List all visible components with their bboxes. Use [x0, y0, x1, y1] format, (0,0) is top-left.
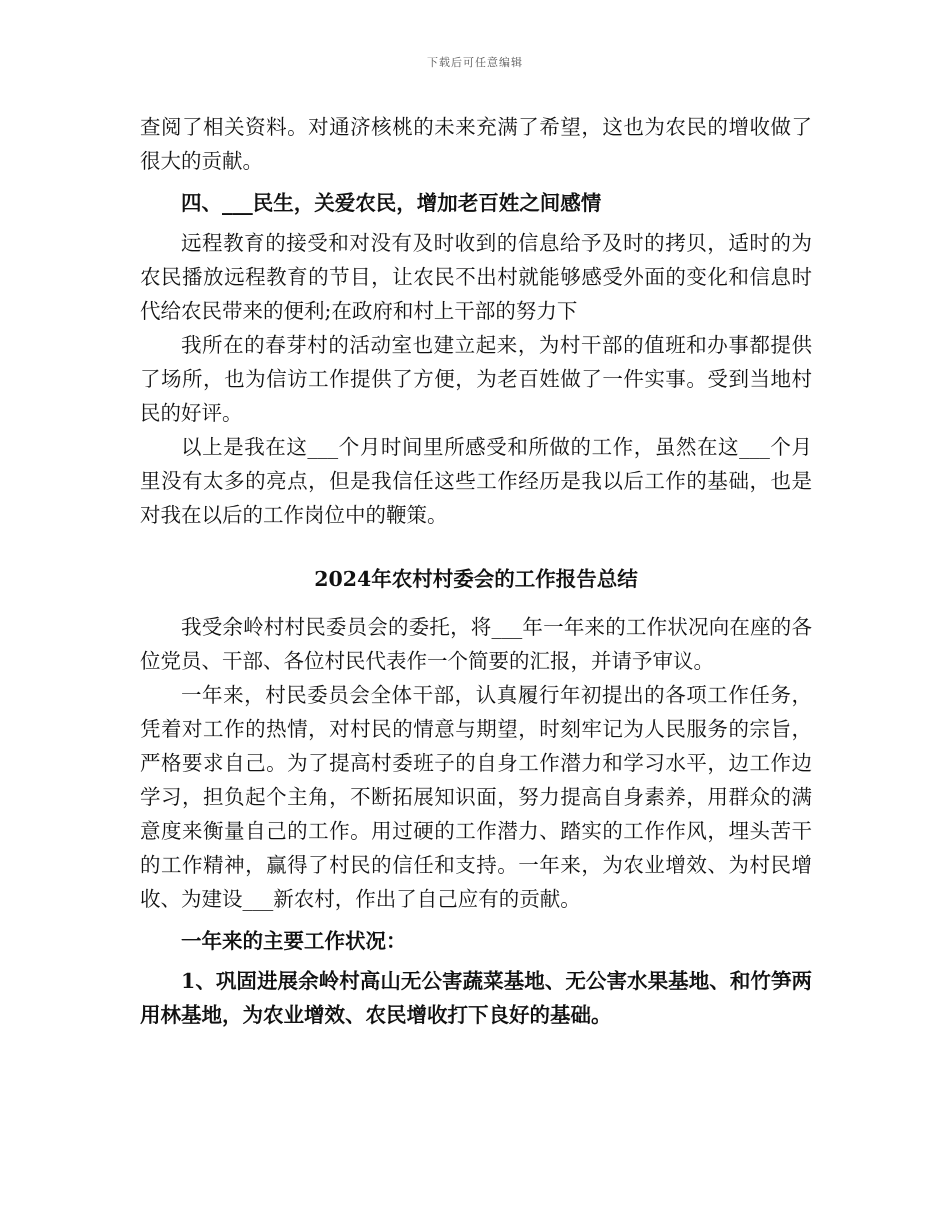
document-body	[140, 110, 812, 1032]
document-title: 2024年农村村委会的工作报告总结	[314, 567, 638, 591]
paragraph-intro: 我受余岭村村民委员会的委托，将___年一年来的工作状况向在座的各位党员、干部、各位村民代表作一个简要的汇报，并请予审议。	[140, 615, 812, 673]
page-header: 下载后可任意编辑	[427, 56, 523, 69]
paragraph-remote-education: 远程教育的接受和对没有及时收到的信息给予及时的拷贝，适时的为农民播放远程教育的节目，让农民不出村就能够感受外面的变化和信息时代给农民带来的便利;在政府和村上干部的努力下	[140, 231, 812, 323]
paragraph-continued: 查阅了相关资料。对通济核桃的未来充满了希望，这也为农民的增收做了很大的贡献。	[140, 115, 812, 173]
main-work-heading: 一年来的主要工作状况：	[181, 929, 407, 953]
section-heading-four: 四、___民生，关爱农民，增加老百姓之间感情	[181, 191, 602, 215]
paragraph-summary: 以上是我在这___个月时间里所感受和所做的工作，虽然在这___个月里没有太多的亮点，但是我信任这些工作经历是我以后工作的基础，也是对我在以后的工作岗位中的鞭策。	[140, 435, 812, 527]
paragraph-activity-room: 我所在的春芽村的活动室也建立起来，为村干部的值班和办事都提供了场所，也为信访工作提供了方便，为老百姓做了一件实事。受到当地村民的好评。	[140, 333, 812, 425]
paragraph-year-review: 一年来，村民委员会全体干部，认真履行年初提出的各项工作任务，凭着对工作的热情，对村民的情意与期望，时刻牢记为人民服务的宗旨，严格要求自己。为了提高村委班子的自身工作潜力和学习水平，边工作边学习，担负起个主角，不断拓展知识面，努力提高自身素养，用群众的满意度来衡量自己的工作。用过硬的工作潜力、踏实的工作作风，埋头苦干的工作精神，赢得了村民的信任和支持。一年来，为农业增效、为村民增收、为建设___新农村，作出了自己应有的贡献。	[140, 683, 812, 911]
work-item-1: 1、巩固进展余岭村高山无公害蔬菜基地、无公害水果基地、和竹笋两用林基地，为农业增效、农民增收打下良好的基础。	[140, 969, 812, 1027]
